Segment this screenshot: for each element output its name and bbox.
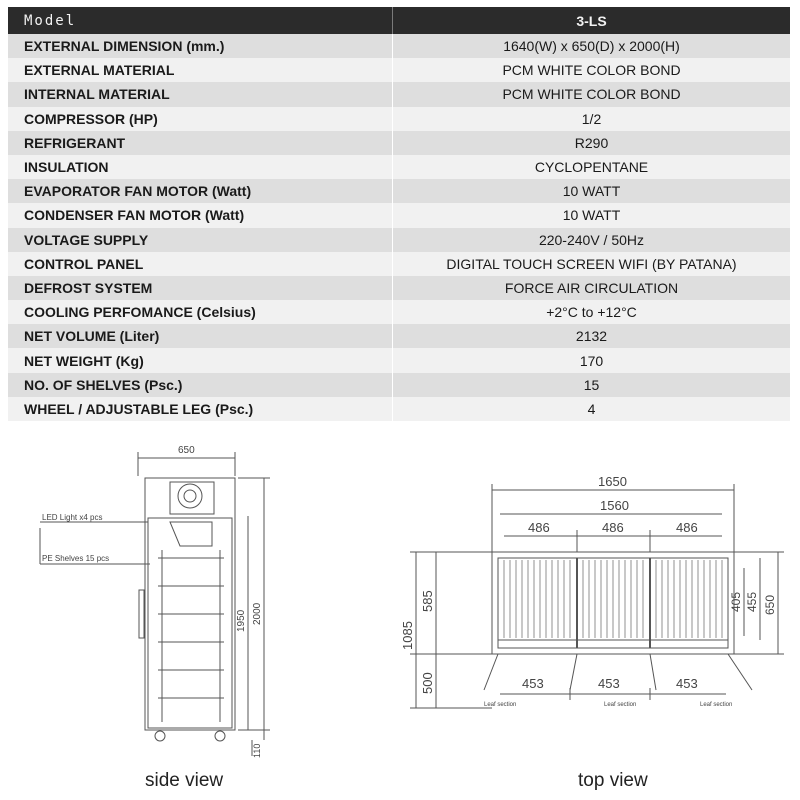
top-section-2-label: 486: [602, 520, 624, 535]
wheel-icon: [215, 731, 225, 741]
spec-label: EXTERNAL DIMENSION (mm.): [8, 34, 392, 58]
spec-label: NET WEIGHT (Kg): [8, 348, 392, 372]
right-outer-label: 650: [763, 594, 777, 615]
spec-value: 10 WATT: [392, 179, 790, 203]
spec-row: [8, 203, 790, 227]
compressor-block: [170, 482, 214, 514]
model-header-value: 3-LS: [392, 7, 790, 34]
spec-table: [8, 7, 790, 421]
led-light-label: LED Light x4 pcs: [42, 513, 103, 522]
left-lower-label: 500: [420, 672, 435, 694]
pe-shelves-label: PE Shelves 15 pcs: [42, 554, 110, 563]
spec-row: [8, 155, 790, 179]
spec-value: DIGITAL TOUCH SCREEN WIFI (BY PATANA): [392, 252, 790, 276]
top-view-drawing: [400, 440, 792, 740]
spec-value: 15: [392, 373, 790, 397]
door-grille: [504, 560, 722, 638]
leg-section-label-3: Leaf section: [700, 702, 733, 708]
leg-section-label-2: Leaf section: [604, 702, 637, 708]
spec-row: [8, 58, 790, 82]
right-mid-label: 455: [745, 591, 759, 612]
spec-row: [8, 373, 790, 397]
side-view-drawing: [20, 440, 280, 760]
leg-1-label: 453: [522, 676, 544, 691]
spec-value: 2132: [392, 324, 790, 348]
spec-label: DEFROST SYSTEM: [8, 276, 392, 300]
spec-label: EXTERNAL MATERIAL: [8, 58, 392, 82]
side-height-label: 2000: [252, 602, 263, 625]
spec-value: 170: [392, 348, 790, 372]
cabinet-outline: [145, 478, 235, 730]
spec-row: [8, 34, 790, 58]
spec-value: 220-240V / 50Hz: [392, 228, 790, 252]
spec-value: PCM WHITE COLOR BOND: [392, 58, 790, 82]
side-inner-height-label: 1950: [236, 609, 247, 632]
spec-value: 1640(W) x 650(D) x 2000(H): [392, 34, 790, 58]
side-base-label: 110: [252, 743, 262, 758]
spec-label: INTERNAL MATERIAL: [8, 82, 392, 106]
spec-row: [8, 324, 790, 348]
left-total-label: 1085: [400, 621, 415, 650]
spec-label: REFRIGERANT: [8, 131, 392, 155]
spec-row: [8, 276, 790, 300]
top-inner-width-label: 1560: [600, 498, 629, 513]
spec-row: [8, 179, 790, 203]
top-section-3-label: 486: [676, 520, 698, 535]
top-section-1-label: 486: [528, 520, 550, 535]
spec-row: [8, 397, 790, 421]
spec-label: CONTROL PANEL: [8, 252, 392, 276]
right-inner-label: 405: [729, 591, 743, 612]
spec-label: COOLING PERFOMANCE (Celsius): [8, 300, 392, 324]
spec-label: INSULATION: [8, 155, 392, 179]
spec-row: [8, 228, 790, 252]
spec-value: PCM WHITE COLOR BOND: [392, 82, 790, 106]
spec-value: R290: [392, 131, 790, 155]
leg-2-label: 453: [598, 676, 620, 691]
spec-label: COMPRESSOR (HP): [8, 107, 392, 131]
spec-row: [8, 252, 790, 276]
spec-row: [8, 131, 790, 155]
top-view-caption: top view: [578, 770, 648, 791]
side-depth-label: 650: [178, 445, 195, 456]
spec-value: 4: [392, 397, 790, 421]
spec-row: [8, 300, 790, 324]
spec-label: VOLTAGE SUPPLY: [8, 228, 392, 252]
wheel-icon: [155, 731, 165, 741]
spec-label: NO. OF SHELVES (Psc.): [8, 373, 392, 397]
leg-3-label: 453: [676, 676, 698, 691]
left-upper-label: 585: [420, 590, 435, 612]
side-view-caption: side view: [145, 770, 224, 791]
spec-label: NET VOLUME (Liter): [8, 324, 392, 348]
spec-value: 10 WATT: [392, 203, 790, 227]
spec-value: +2°C to +12°C: [392, 300, 790, 324]
leg-section-label-1: Leaf section: [484, 702, 517, 708]
spec-row: [8, 82, 790, 106]
top-total-width-label: 1650: [598, 474, 627, 489]
model-header-label: Model: [8, 7, 392, 34]
spec-row: [8, 107, 790, 131]
spec-label: WHEEL / ADJUSTABLE LEG (Psc.): [8, 397, 392, 421]
spec-row: [8, 348, 790, 372]
spec-value: 1/2: [392, 107, 790, 131]
spec-value: FORCE AIR CIRCULATION: [392, 276, 790, 300]
spec-value: CYCLOPENTANE: [392, 155, 790, 179]
spec-header-row: [8, 7, 790, 34]
spec-label: CONDENSER FAN MOTOR (Watt): [8, 203, 392, 227]
spec-label: EVAPORATOR FAN MOTOR (Watt): [8, 179, 392, 203]
